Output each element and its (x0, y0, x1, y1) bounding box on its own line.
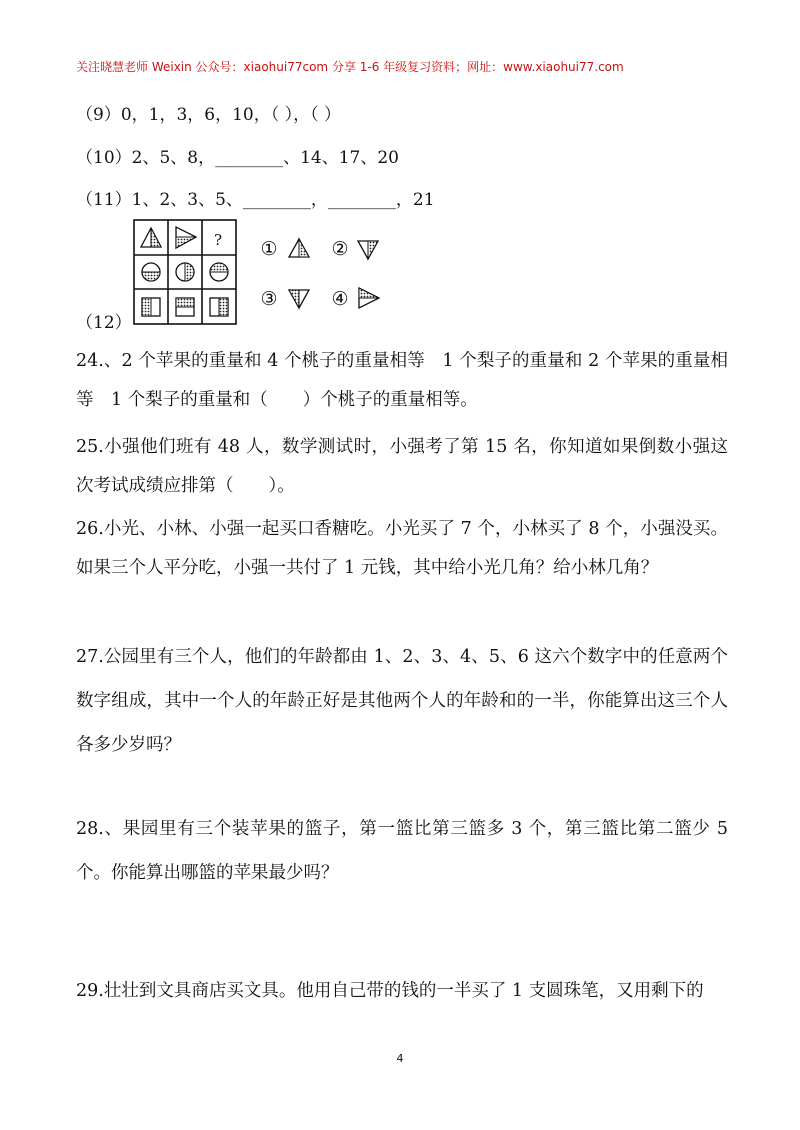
question-25: 25.小强他们班有 48 人，数学测试时，小强考了第 15 名，你知道如果倒数小强这次考试成绩应排第（ ）。 (76, 437, 728, 496)
circle-top-shaded-icon (210, 263, 228, 281)
grid-question-mark: ? (213, 231, 223, 249)
sequence-10: （10）2、5、8，________、14、17、20 (76, 148, 399, 168)
triangle-up-shaded-icon (141, 228, 161, 247)
square-left-shaded-icon (142, 298, 160, 316)
question-29: 29.壮壮到文具商店买文具。他用自己带的钱的一半买了 1 支圆珠笔，又用剩下的 (76, 981, 704, 1001)
question-28: 28.、果园里有三个装苹果的篮子，第一篮比第三篮多 3 个，第三篮比第二篮少 5 个。你能算出哪篮的苹果最少吗？ (76, 819, 728, 883)
question-24: 24.、2 个苹果的重量和 4 个桃子的重量相等 1 个梨子的重量和 2 个苹果的重量相等 1 个梨子的重量和（ ）个桃子的重量相等。 (76, 351, 728, 410)
option-2-number: ② (331, 238, 349, 260)
option-1-triangle-up-shaded-icon (289, 239, 309, 257)
question-27: 27.公园里有三个人，他们的年龄都由 1、2、3、4、5、6 这六个数字中的任意两个数字组成，其中一个人的年龄正好是其他两个人的年龄和的一半，你能算出这三个人各多少岁吗？ (76, 647, 728, 755)
pattern-figure (132, 217, 392, 329)
option-4-number: ④ (331, 288, 349, 310)
question-26: 26.小光、小林、小强一起买口香糖吃。小光买了 7 个，小林买了 8 个，小强没买。如果三个人平分吃，小强一共付了 1 元钱，其中给小光几角？给小林几角？ (76, 519, 728, 578)
sequence-11: （11）1、2、3、5、________，________，21 (76, 190, 435, 210)
page-number: 4 (396, 1052, 404, 1065)
square-right-shaded-icon (210, 298, 228, 316)
option-3-number: ③ (260, 288, 278, 310)
square-top-shaded-icon (176, 298, 194, 316)
circle-bottom-shaded-icon (142, 263, 160, 281)
circle-right-shaded-icon (176, 263, 194, 281)
option-2-triangle-down-shaded-icon (358, 241, 378, 259)
option-1-number: ① (260, 238, 278, 260)
page-header-watermark: 关注晓慧老师 Weixin 公众号：xiaohui77com 分享 1-6 年级复习资料；网址：www.xiaohui77.com (76, 60, 624, 74)
sequence-9: （9）0，1，3，6，10，（ ），（ ） (76, 105, 342, 125)
option-3-triangle-down-shaded-icon (289, 290, 309, 308)
option-4-triangle-right-shaded-icon (359, 288, 379, 308)
triangle-right-shaded-icon (176, 227, 196, 248)
figure-label: （12） (76, 313, 132, 333)
